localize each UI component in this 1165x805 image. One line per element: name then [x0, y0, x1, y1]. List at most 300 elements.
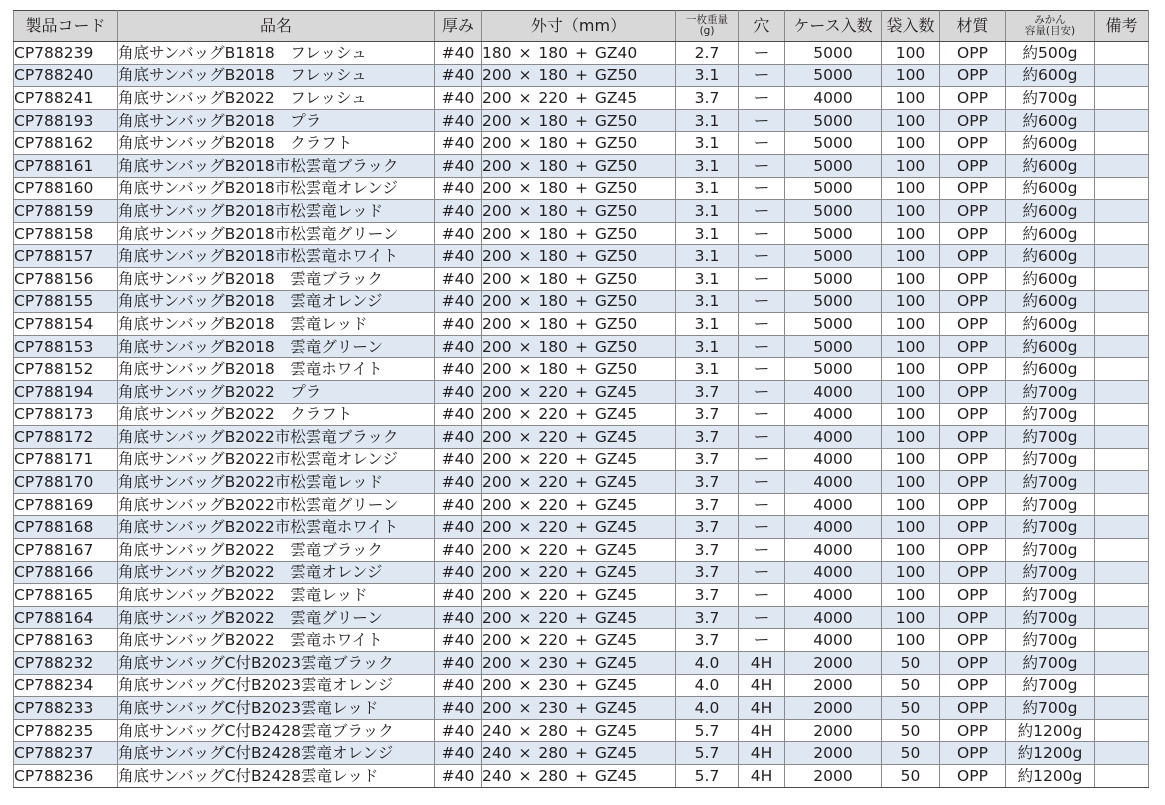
- cell-case-qty: 4000: [785, 426, 882, 449]
- cell-material: OPP: [940, 380, 1006, 403]
- cell-thickness: #40: [435, 493, 482, 516]
- header-capacity-line1: みかん: [1034, 14, 1066, 26]
- cell-case-qty: 5000: [785, 245, 882, 268]
- cell-weight: 4.0: [676, 697, 739, 720]
- table-row: [14, 448, 1149, 471]
- cell-remarks: [1095, 584, 1149, 607]
- cell-name: 角底サンバッグB2022市松雲竜レッド: [118, 471, 435, 494]
- cell-case-qty: 4000: [785, 471, 882, 494]
- cell-code: CP788236: [14, 765, 118, 788]
- cell-bag-qty: 100: [882, 380, 940, 403]
- cell-capacity: 約700g: [1006, 493, 1095, 516]
- cell-hole: ー: [739, 448, 785, 471]
- cell-capacity: 約700g: [1006, 516, 1095, 539]
- cell-name: 角底サンバッグB2018市松雲竜グリーン: [118, 222, 435, 245]
- cell-bag-qty: 50: [882, 674, 940, 697]
- cell-thickness: #40: [435, 380, 482, 403]
- cell-weight: 2.7: [676, 42, 739, 65]
- cell-code: CP788193: [14, 109, 118, 132]
- cell-remarks: [1095, 448, 1149, 471]
- cell-case-qty: 5000: [785, 267, 882, 290]
- cell-remarks: [1095, 426, 1149, 449]
- cell-capacity: 約700g: [1006, 448, 1095, 471]
- cell-thickness: #40: [435, 109, 482, 132]
- cell-bag-qty: 100: [882, 358, 940, 381]
- cell-capacity: 約700g: [1006, 652, 1095, 675]
- cell-bag-qty: 50: [882, 719, 940, 742]
- cell-capacity: 約600g: [1006, 245, 1095, 268]
- table-row: [14, 177, 1149, 200]
- cell-case-qty: 5000: [785, 335, 882, 358]
- cell-name: 角底サンバッグB2018 プラ: [118, 109, 435, 132]
- cell-bag-qty: 100: [882, 561, 940, 584]
- header-name: 品名: [118, 11, 435, 42]
- cell-case-qty: 4000: [785, 380, 882, 403]
- table-row: [14, 606, 1149, 629]
- cell-thickness: #40: [435, 154, 482, 177]
- cell-code: CP788235: [14, 719, 118, 742]
- cell-dimensions: 200 × 180 + GZ50: [482, 132, 676, 155]
- table-row: [14, 516, 1149, 539]
- cell-capacity: 約700g: [1006, 606, 1095, 629]
- table-row: [14, 222, 1149, 245]
- cell-dimensions: 200 × 230 + GZ45: [482, 674, 676, 697]
- cell-material: OPP: [940, 358, 1006, 381]
- cell-case-qty: 2000: [785, 765, 882, 788]
- cell-hole: ー: [739, 313, 785, 336]
- cell-thickness: #40: [435, 742, 482, 765]
- cell-dimensions: 200 × 220 + GZ45: [482, 584, 676, 607]
- cell-code: CP788241: [14, 87, 118, 110]
- cell-bag-qty: 100: [882, 154, 940, 177]
- cell-capacity: 約600g: [1006, 267, 1095, 290]
- cell-thickness: #40: [435, 471, 482, 494]
- cell-material: OPP: [940, 290, 1006, 313]
- cell-name: 角底サンバッグC付B2428雲竜オレンジ: [118, 742, 435, 765]
- cell-thickness: #40: [435, 697, 482, 720]
- cell-weight: 3.1: [676, 358, 739, 381]
- table-row: [14, 403, 1149, 426]
- cell-bag-qty: 50: [882, 652, 940, 675]
- cell-name: 角底サンバッグB2018 クラフト: [118, 132, 435, 155]
- cell-name: 角底サンバッグB2022市松雲竜ホワイト: [118, 516, 435, 539]
- cell-material: OPP: [940, 426, 1006, 449]
- cell-bag-qty: 100: [882, 516, 940, 539]
- table-row: [14, 471, 1149, 494]
- cell-code: CP788234: [14, 674, 118, 697]
- cell-bag-qty: 100: [882, 222, 940, 245]
- cell-weight: 3.1: [676, 245, 739, 268]
- cell-name: 角底サンバッグB2018 雲竜ブラック: [118, 267, 435, 290]
- cell-weight: 5.7: [676, 765, 739, 788]
- cell-material: OPP: [940, 267, 1006, 290]
- cell-code: CP788152: [14, 358, 118, 381]
- cell-code: CP788157: [14, 245, 118, 268]
- cell-code: CP788170: [14, 471, 118, 494]
- cell-remarks: [1095, 561, 1149, 584]
- cell-dimensions: 200 × 220 + GZ45: [482, 87, 676, 110]
- cell-hole: 4H: [739, 652, 785, 675]
- cell-material: OPP: [940, 697, 1006, 720]
- table-row: [14, 87, 1149, 110]
- cell-code: CP788167: [14, 539, 118, 562]
- cell-dimensions: 200 × 180 + GZ50: [482, 358, 676, 381]
- cell-code: CP788240: [14, 64, 118, 87]
- cell-thickness: #40: [435, 674, 482, 697]
- cell-remarks: [1095, 64, 1149, 87]
- cell-hole: ー: [739, 177, 785, 200]
- header-remarks: 備考: [1095, 11, 1149, 42]
- cell-capacity: 約700g: [1006, 584, 1095, 607]
- cell-weight: 3.7: [676, 606, 739, 629]
- header-code: 製品コード: [14, 11, 118, 42]
- cell-thickness: #40: [435, 200, 482, 223]
- cell-capacity: 約700g: [1006, 380, 1095, 403]
- cell-code: CP788165: [14, 584, 118, 607]
- cell-code: CP788156: [14, 267, 118, 290]
- cell-dimensions: 200 × 220 + GZ45: [482, 561, 676, 584]
- table-header: [14, 11, 1149, 42]
- cell-weight: 3.1: [676, 64, 739, 87]
- cell-weight: 3.1: [676, 335, 739, 358]
- cell-name: 角底サンバッグB2022市松雲竜オレンジ: [118, 448, 435, 471]
- cell-material: OPP: [940, 222, 1006, 245]
- cell-code: CP788166: [14, 561, 118, 584]
- cell-material: OPP: [940, 629, 1006, 652]
- cell-material: OPP: [940, 493, 1006, 516]
- cell-hole: ー: [739, 132, 785, 155]
- cell-material: OPP: [940, 742, 1006, 765]
- cell-remarks: [1095, 290, 1149, 313]
- cell-dimensions: 200 × 180 + GZ50: [482, 313, 676, 336]
- cell-thickness: #40: [435, 561, 482, 584]
- cell-code: CP788237: [14, 742, 118, 765]
- cell-remarks: [1095, 493, 1149, 516]
- table-row: [14, 652, 1149, 675]
- cell-capacity: 約700g: [1006, 629, 1095, 652]
- cell-remarks: [1095, 629, 1149, 652]
- cell-hole: ー: [739, 584, 785, 607]
- cell-case-qty: 5000: [785, 132, 882, 155]
- cell-thickness: #40: [435, 64, 482, 87]
- cell-thickness: #40: [435, 335, 482, 358]
- cell-hole: ー: [739, 539, 785, 562]
- cell-bag-qty: 100: [882, 267, 940, 290]
- cell-case-qty: 5000: [785, 64, 882, 87]
- cell-capacity: 約600g: [1006, 109, 1095, 132]
- cell-hole: ー: [739, 290, 785, 313]
- cell-remarks: [1095, 606, 1149, 629]
- cell-capacity: 約1200g: [1006, 765, 1095, 788]
- cell-capacity: 約700g: [1006, 471, 1095, 494]
- cell-hole: 4H: [739, 765, 785, 788]
- cell-dimensions: 200 × 220 + GZ45: [482, 539, 676, 562]
- cell-material: OPP: [940, 403, 1006, 426]
- cell-material: OPP: [940, 516, 1006, 539]
- cell-dimensions: 200 × 180 + GZ50: [482, 154, 676, 177]
- cell-code: CP788171: [14, 448, 118, 471]
- cell-dimensions: 200 × 220 + GZ45: [482, 426, 676, 449]
- cell-name: 角底サンバッグB2022 雲竜オレンジ: [118, 561, 435, 584]
- cell-dimensions: 240 × 280 + GZ45: [482, 719, 676, 742]
- cell-code: CP788159: [14, 200, 118, 223]
- cell-code: CP788160: [14, 177, 118, 200]
- cell-name: 角底サンバッグB2022 雲竜ホワイト: [118, 629, 435, 652]
- cell-case-qty: 4000: [785, 87, 882, 110]
- cell-hole: ー: [739, 403, 785, 426]
- cell-case-qty: 4000: [785, 584, 882, 607]
- cell-code: CP788155: [14, 290, 118, 313]
- cell-capacity: 約600g: [1006, 335, 1095, 358]
- cell-capacity: 約600g: [1006, 154, 1095, 177]
- cell-bag-qty: 100: [882, 245, 940, 268]
- cell-weight: 3.1: [676, 109, 739, 132]
- cell-name: 角底サンバッグB2022市松雲竜グリーン: [118, 493, 435, 516]
- cell-capacity: 約600g: [1006, 64, 1095, 87]
- cell-hole: ー: [739, 87, 785, 110]
- cell-weight: 3.7: [676, 493, 739, 516]
- cell-case-qty: 4000: [785, 629, 882, 652]
- cell-weight: 3.1: [676, 267, 739, 290]
- cell-bag-qty: 100: [882, 606, 940, 629]
- cell-case-qty: 4000: [785, 606, 882, 629]
- cell-bag-qty: 100: [882, 448, 940, 471]
- cell-material: OPP: [940, 313, 1006, 336]
- cell-hole: ー: [739, 561, 785, 584]
- cell-capacity: 約700g: [1006, 697, 1095, 720]
- table-row: [14, 539, 1149, 562]
- cell-code: CP788161: [14, 154, 118, 177]
- cell-code: CP788194: [14, 380, 118, 403]
- cell-material: OPP: [940, 154, 1006, 177]
- header-capacity-line2: 容量(目安): [1024, 25, 1076, 37]
- cell-dimensions: 200 × 220 + GZ45: [482, 471, 676, 494]
- cell-remarks: [1095, 177, 1149, 200]
- header-weight: [676, 11, 739, 42]
- cell-hole: 4H: [739, 742, 785, 765]
- cell-case-qty: 5000: [785, 290, 882, 313]
- cell-thickness: #40: [435, 719, 482, 742]
- cell-bag-qty: 100: [882, 87, 940, 110]
- cell-hole: ー: [739, 516, 785, 539]
- cell-thickness: #40: [435, 539, 482, 562]
- cell-hole: ー: [739, 471, 785, 494]
- cell-code: CP788233: [14, 697, 118, 720]
- cell-capacity: 約600g: [1006, 200, 1095, 223]
- cell-capacity: 約700g: [1006, 87, 1095, 110]
- cell-remarks: [1095, 200, 1149, 223]
- cell-weight: 3.7: [676, 561, 739, 584]
- cell-remarks: [1095, 313, 1149, 336]
- cell-name: 角底サンバッグB2018市松雲竜ホワイト: [118, 245, 435, 268]
- cell-bag-qty: 100: [882, 403, 940, 426]
- cell-thickness: #40: [435, 177, 482, 200]
- cell-thickness: #40: [435, 652, 482, 675]
- table-row: [14, 493, 1149, 516]
- cell-material: OPP: [940, 561, 1006, 584]
- cell-weight: 3.1: [676, 222, 739, 245]
- cell-remarks: [1095, 154, 1149, 177]
- cell-bag-qty: 100: [882, 109, 940, 132]
- cell-code: CP788162: [14, 132, 118, 155]
- cell-name: 角底サンバッグC付B2023雲竜ブラック: [118, 652, 435, 675]
- cell-material: OPP: [940, 674, 1006, 697]
- cell-weight: 3.7: [676, 516, 739, 539]
- cell-case-qty: 5000: [785, 109, 882, 132]
- product-spec-sheet: [13, 10, 1148, 788]
- cell-remarks: [1095, 719, 1149, 742]
- cell-dimensions: 180 × 180 + GZ40: [482, 42, 676, 65]
- table-row: [14, 109, 1149, 132]
- header-dimensions: 外寸（mm）: [482, 11, 676, 42]
- cell-remarks: [1095, 335, 1149, 358]
- cell-dimensions: 200 × 220 + GZ45: [482, 606, 676, 629]
- cell-name: 角底サンバッグB2018 雲竜オレンジ: [118, 290, 435, 313]
- header-capacity: [1006, 11, 1095, 42]
- cell-material: OPP: [940, 109, 1006, 132]
- cell-code: CP788163: [14, 629, 118, 652]
- cell-code: CP788153: [14, 335, 118, 358]
- cell-remarks: [1095, 222, 1149, 245]
- cell-material: OPP: [940, 335, 1006, 358]
- cell-material: OPP: [940, 606, 1006, 629]
- cell-bag-qty: 100: [882, 493, 940, 516]
- cell-weight: 3.1: [676, 313, 739, 336]
- cell-weight: 3.7: [676, 471, 739, 494]
- cell-name: 角底サンバッグB2018 フレッシュ: [118, 64, 435, 87]
- cell-remarks: [1095, 42, 1149, 65]
- cell-name: 角底サンバッグB2022 クラフト: [118, 403, 435, 426]
- cell-remarks: [1095, 539, 1149, 562]
- cell-bag-qty: 50: [882, 765, 940, 788]
- cell-case-qty: 5000: [785, 222, 882, 245]
- cell-name: 角底サンバッグC付B2023雲竜オレンジ: [118, 674, 435, 697]
- cell-remarks: [1095, 109, 1149, 132]
- cell-thickness: #40: [435, 267, 482, 290]
- table-row: [14, 64, 1149, 87]
- cell-material: OPP: [940, 765, 1006, 788]
- table-row: [14, 765, 1149, 788]
- cell-capacity: 約700g: [1006, 539, 1095, 562]
- cell-hole: ー: [739, 154, 785, 177]
- cell-bag-qty: 100: [882, 42, 940, 65]
- cell-capacity: 約600g: [1006, 177, 1095, 200]
- cell-dimensions: 200 × 180 + GZ50: [482, 267, 676, 290]
- cell-remarks: [1095, 358, 1149, 381]
- cell-dimensions: 200 × 180 + GZ50: [482, 335, 676, 358]
- table-row: [14, 245, 1149, 268]
- cell-code: CP788239: [14, 42, 118, 65]
- cell-code: CP788154: [14, 313, 118, 336]
- cell-thickness: #40: [435, 403, 482, 426]
- cell-material: OPP: [940, 448, 1006, 471]
- cell-material: OPP: [940, 652, 1006, 675]
- cell-dimensions: 200 × 180 + GZ50: [482, 109, 676, 132]
- table-row: [14, 154, 1149, 177]
- table-row: [14, 629, 1149, 652]
- cell-hole: ー: [739, 606, 785, 629]
- cell-remarks: [1095, 245, 1149, 268]
- table-row: [14, 290, 1149, 313]
- cell-dimensions: 200 × 230 + GZ45: [482, 652, 676, 675]
- cell-thickness: #40: [435, 426, 482, 449]
- cell-weight: 3.7: [676, 539, 739, 562]
- cell-capacity: 約700g: [1006, 561, 1095, 584]
- cell-case-qty: 4000: [785, 539, 882, 562]
- cell-case-qty: 4000: [785, 561, 882, 584]
- cell-case-qty: 5000: [785, 313, 882, 336]
- cell-bag-qty: 100: [882, 177, 940, 200]
- cell-case-qty: 2000: [785, 697, 882, 720]
- cell-weight: 3.7: [676, 87, 739, 110]
- cell-hole: ー: [739, 629, 785, 652]
- cell-thickness: #40: [435, 313, 482, 336]
- cell-name: 角底サンバッグC付B2428雲竜レッド: [118, 765, 435, 788]
- cell-thickness: #40: [435, 290, 482, 313]
- cell-dimensions: 200 × 220 + GZ45: [482, 629, 676, 652]
- cell-thickness: #40: [435, 132, 482, 155]
- cell-material: OPP: [940, 64, 1006, 87]
- cell-bag-qty: 100: [882, 313, 940, 336]
- cell-code: CP788168: [14, 516, 118, 539]
- header-bag-qty: 袋入数: [882, 11, 940, 42]
- cell-name: 角底サンバッグB2018市松雲竜ブラック: [118, 154, 435, 177]
- cell-dimensions: 200 × 220 + GZ45: [482, 403, 676, 426]
- cell-remarks: [1095, 674, 1149, 697]
- cell-case-qty: 5000: [785, 200, 882, 223]
- cell-dimensions: 200 × 180 + GZ50: [482, 245, 676, 268]
- table-body: [14, 42, 1149, 788]
- header-material: 材質: [940, 11, 1006, 42]
- cell-capacity: 約600g: [1006, 222, 1095, 245]
- cell-code: CP788164: [14, 606, 118, 629]
- cell-remarks: [1095, 403, 1149, 426]
- table-row: [14, 335, 1149, 358]
- cell-capacity: 約1200g: [1006, 742, 1095, 765]
- cell-bag-qty: 100: [882, 426, 940, 449]
- cell-code: CP788172: [14, 426, 118, 449]
- cell-remarks: [1095, 765, 1149, 788]
- table-row: [14, 719, 1149, 742]
- cell-weight: 4.0: [676, 674, 739, 697]
- cell-hole: 4H: [739, 719, 785, 742]
- table-row: [14, 267, 1149, 290]
- table-row: [14, 426, 1149, 449]
- cell-weight: 3.7: [676, 448, 739, 471]
- cell-remarks: [1095, 87, 1149, 110]
- cell-weight: 4.0: [676, 652, 739, 675]
- cell-name: 角底サンバッグB2022 雲竜グリーン: [118, 606, 435, 629]
- cell-thickness: #40: [435, 42, 482, 65]
- cell-remarks: [1095, 132, 1149, 155]
- cell-bag-qty: 100: [882, 64, 940, 87]
- cell-hole: ー: [739, 245, 785, 268]
- cell-material: OPP: [940, 200, 1006, 223]
- cell-code: CP788173: [14, 403, 118, 426]
- cell-name: 角底サンバッグB2018市松雲竜レッド: [118, 200, 435, 223]
- cell-name: 角底サンバッグB2018 雲竜ホワイト: [118, 358, 435, 381]
- cell-material: OPP: [940, 87, 1006, 110]
- cell-bag-qty: 100: [882, 584, 940, 607]
- cell-dimensions: 200 × 230 + GZ45: [482, 697, 676, 720]
- table-row: [14, 380, 1149, 403]
- cell-weight: 5.7: [676, 719, 739, 742]
- cell-bag-qty: 50: [882, 697, 940, 720]
- cell-bag-qty: 100: [882, 335, 940, 358]
- cell-bag-qty: 100: [882, 539, 940, 562]
- cell-name: 角底サンバッグB2022市松雲竜ブラック: [118, 426, 435, 449]
- cell-dimensions: 200 × 220 + GZ45: [482, 516, 676, 539]
